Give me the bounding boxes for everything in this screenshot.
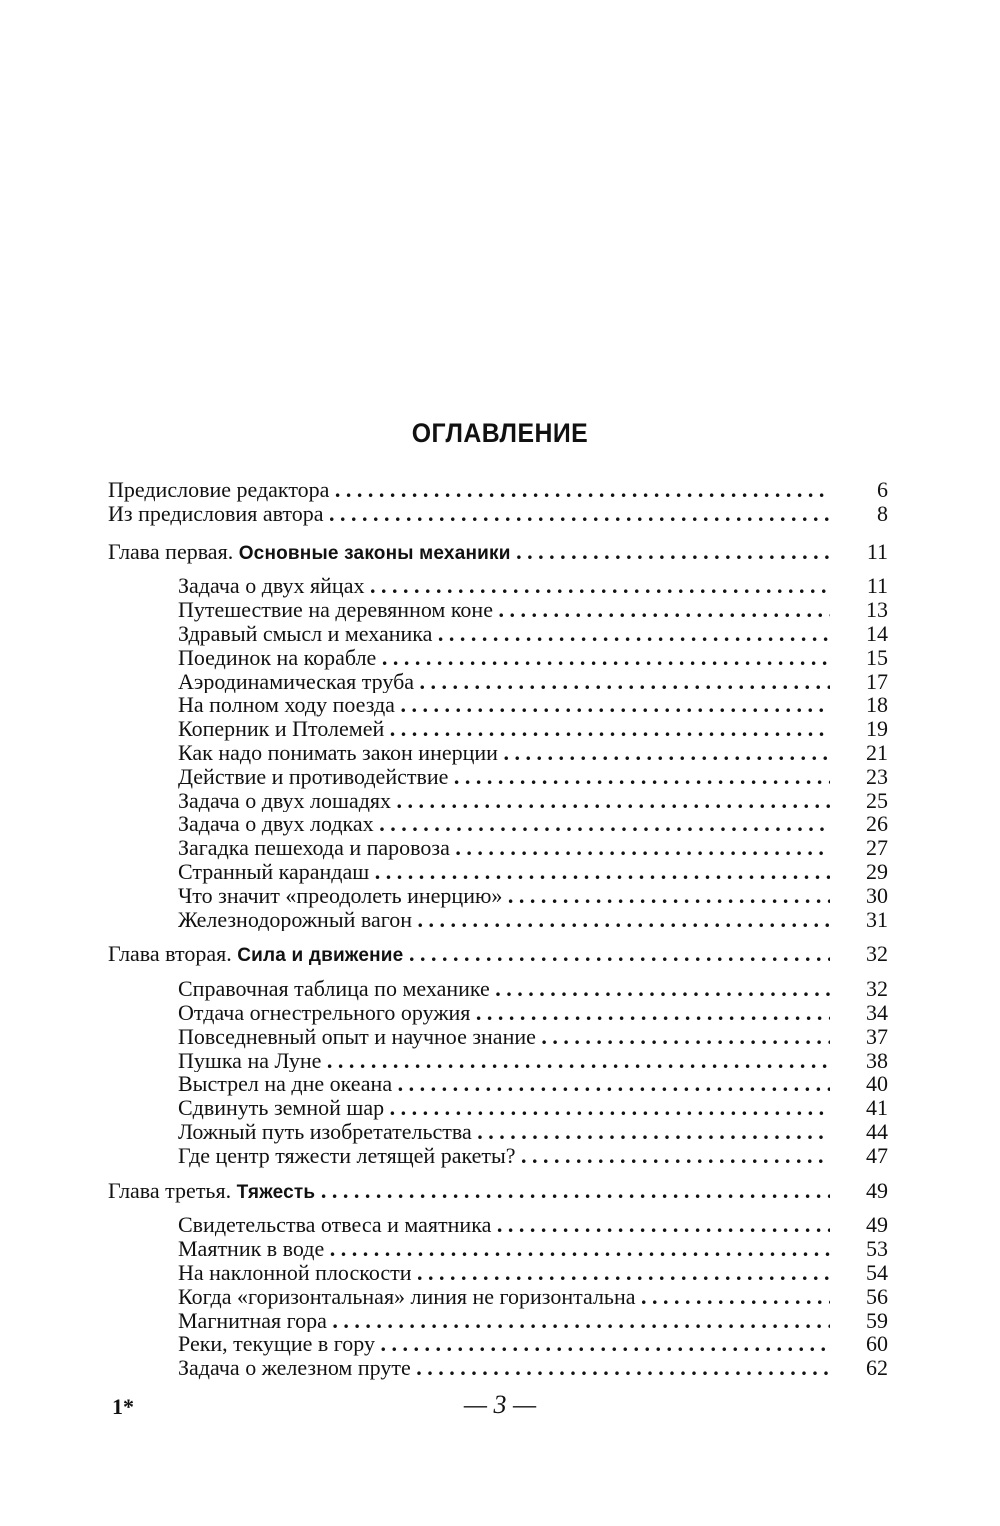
toc-entry: [178, 717, 888, 741]
entry-label: Магнитная гора . . .: [178, 1309, 830, 1333]
toc-entry: [178, 1356, 888, 1380]
entry-page: 47: [866, 1142, 888, 1168]
toc-entry: [178, 741, 888, 765]
entry-label: Пушка на Луне . . .: [178, 1049, 830, 1073]
entry-label: Поединок на корабле . . .: [178, 646, 830, 670]
chapter-label: [108, 540, 830, 566]
entry-page: 54: [866, 1259, 888, 1285]
entry-label: Реки, текущие в гору . . .: [178, 1332, 830, 1356]
entry-page: 62: [866, 1355, 888, 1381]
chapter-label: [108, 942, 830, 968]
toc-entry: [178, 574, 888, 598]
entry-page: 31: [866, 906, 888, 932]
entry-label: Коперник и Птолемей . . .: [178, 717, 830, 741]
toc-entry: [178, 884, 888, 908]
entry-label: Задача о двух лодках . . .: [178, 812, 830, 836]
entry-page: 60: [866, 1331, 888, 1357]
entry-label: Загадка пешехода и паровоза . . .: [178, 836, 830, 860]
entry-page: 53: [866, 1236, 888, 1262]
entry-label: Задача о двух лошадях . . .: [178, 789, 830, 813]
chapter-name: Тяжесть: [236, 1181, 316, 1203]
chapter-prefix: Глава третья.: [108, 1178, 232, 1203]
entry-label: Ложный путь изобретательства . . .: [178, 1120, 830, 1144]
chapter-page: 32: [866, 941, 888, 967]
entry-label: Железнодорожный вагон . . .: [178, 908, 830, 932]
entry-page: 38: [866, 1047, 888, 1073]
toc-entry: [178, 646, 888, 670]
toc-entry: [178, 812, 888, 836]
toc-entry: [178, 1309, 888, 1333]
entry-label: Странный карандаш . . .: [178, 860, 830, 884]
table-of-contents: [108, 478, 888, 1380]
entry-page: 40: [866, 1071, 888, 1097]
toc-entry: [178, 1096, 888, 1120]
entry-page: 6: [877, 477, 888, 502]
entry-page: 27: [866, 835, 888, 861]
entry-page: 26: [866, 811, 888, 837]
entry-page: 15: [866, 644, 888, 670]
toc-chapter-heading: [108, 942, 888, 966]
toc-entry: [178, 765, 888, 789]
entry-page: 25: [866, 787, 888, 813]
entry-label: Здравый смысл и механика . . .: [178, 622, 830, 646]
toc-chapter-heading: [108, 540, 888, 564]
entry-page: 29: [866, 858, 888, 884]
entry-label: Путешествие на деревянном коне . . .: [178, 598, 830, 622]
toc-entry: [178, 670, 888, 694]
entry-label: Действие и противодействие . . .: [178, 765, 830, 789]
toc-chapter-heading: [108, 1179, 888, 1203]
entry-label: Задача о железном пруте . . .: [178, 1356, 830, 1380]
chapter-page: 11: [866, 538, 888, 564]
toc-entry: [178, 1144, 888, 1168]
entry-page: 21: [866, 739, 888, 765]
entry-page: 49: [866, 1212, 888, 1238]
entry-page: 8: [877, 500, 888, 526]
toc-entry-front: [108, 478, 888, 502]
page-title: ОГЛАВЛЕНИЕ: [411, 418, 589, 448]
toc-entry: [178, 1049, 888, 1073]
entry-label: Повседневный опыт и научное знание . . .: [178, 1025, 830, 1049]
entry-page: 41: [866, 1095, 888, 1121]
chapter-prefix: Глава вторая.: [108, 942, 232, 967]
entry-label: Когда «горизонтальная» линия не горизонтальна . . .: [178, 1285, 830, 1309]
entry-page: 23: [866, 763, 888, 789]
entry-label: Что значит «преодолеть инерцию» . . .: [178, 884, 830, 908]
entry-page: 14: [866, 620, 888, 646]
toc-entry: [178, 693, 888, 717]
entry-label: Как надо понимать закон инерции . . .: [178, 741, 830, 765]
entry-page: 13: [866, 597, 888, 623]
entry-label: Маятник в воде . . .: [178, 1237, 830, 1261]
toc-entry: [178, 977, 888, 1001]
chapter-name: Основные законы механики: [238, 542, 511, 564]
toc-entry: [178, 1072, 888, 1096]
entry-label: Отдача огнестрельного оружия . . .: [178, 1001, 830, 1025]
chapter-prefix: Глава первая.: [108, 539, 234, 564]
entry-page: 17: [866, 668, 888, 694]
signature-mark: 1*: [112, 1394, 134, 1419]
chapter-name: Сила и движение: [237, 945, 404, 967]
entry-page: 18: [866, 692, 888, 718]
entry-label: Задача о двух яйцах . . .: [178, 574, 830, 598]
entry-label: Сдвинуть земной шар . . .: [178, 1096, 830, 1120]
entry-label: Справочная таблица по механике . . .: [178, 977, 830, 1001]
entry-page: 32: [866, 976, 888, 1002]
entry-page: 59: [866, 1307, 888, 1333]
entry-page: 34: [866, 999, 888, 1025]
chapter-label: [108, 1179, 830, 1205]
entry-page: 37: [866, 1023, 888, 1049]
toc-entry: [178, 908, 888, 932]
toc-entry: [178, 789, 888, 813]
toc-entry: [178, 1001, 888, 1025]
entry-page: 44: [866, 1118, 888, 1144]
toc-entry: [178, 1285, 888, 1309]
entry-label: Аэродинамическая труба . . .: [178, 670, 830, 694]
toc-entry: [178, 598, 888, 622]
toc-entry-front: [108, 502, 888, 526]
entry-label: Из предисловия автора . . .: [108, 502, 830, 526]
entry-label: Где центр тяжести летящей ракеты? . . .: [178, 1144, 830, 1168]
toc-entry: [178, 860, 888, 884]
toc-entry: [178, 836, 888, 860]
chapter-page: 49: [866, 1177, 888, 1203]
page-number: — 3 —: [463, 1390, 537, 1419]
toc-entry: [178, 1025, 888, 1049]
entry-label: На полном ходу поезда . . .: [178, 693, 830, 717]
entry-label: Выстрел на дне океана . . .: [178, 1072, 830, 1096]
toc-entry: [178, 1120, 888, 1144]
toc-entry: [178, 1261, 888, 1285]
toc-entry: [178, 622, 888, 646]
toc-entry: [178, 1237, 888, 1261]
entry-page: 30: [866, 882, 888, 908]
entry-page: 56: [866, 1283, 888, 1309]
entry-label: Предисловие редактора . . .: [108, 478, 830, 502]
entry-label: На наклонной плоскости . . .: [178, 1261, 830, 1285]
toc-entry: [178, 1332, 888, 1356]
entry-page: 11: [866, 573, 888, 599]
toc-entry: [178, 1213, 888, 1237]
entry-label: Свидетельства отвеса и маятника . . .: [178, 1213, 830, 1237]
entry-page: 19: [866, 716, 888, 742]
